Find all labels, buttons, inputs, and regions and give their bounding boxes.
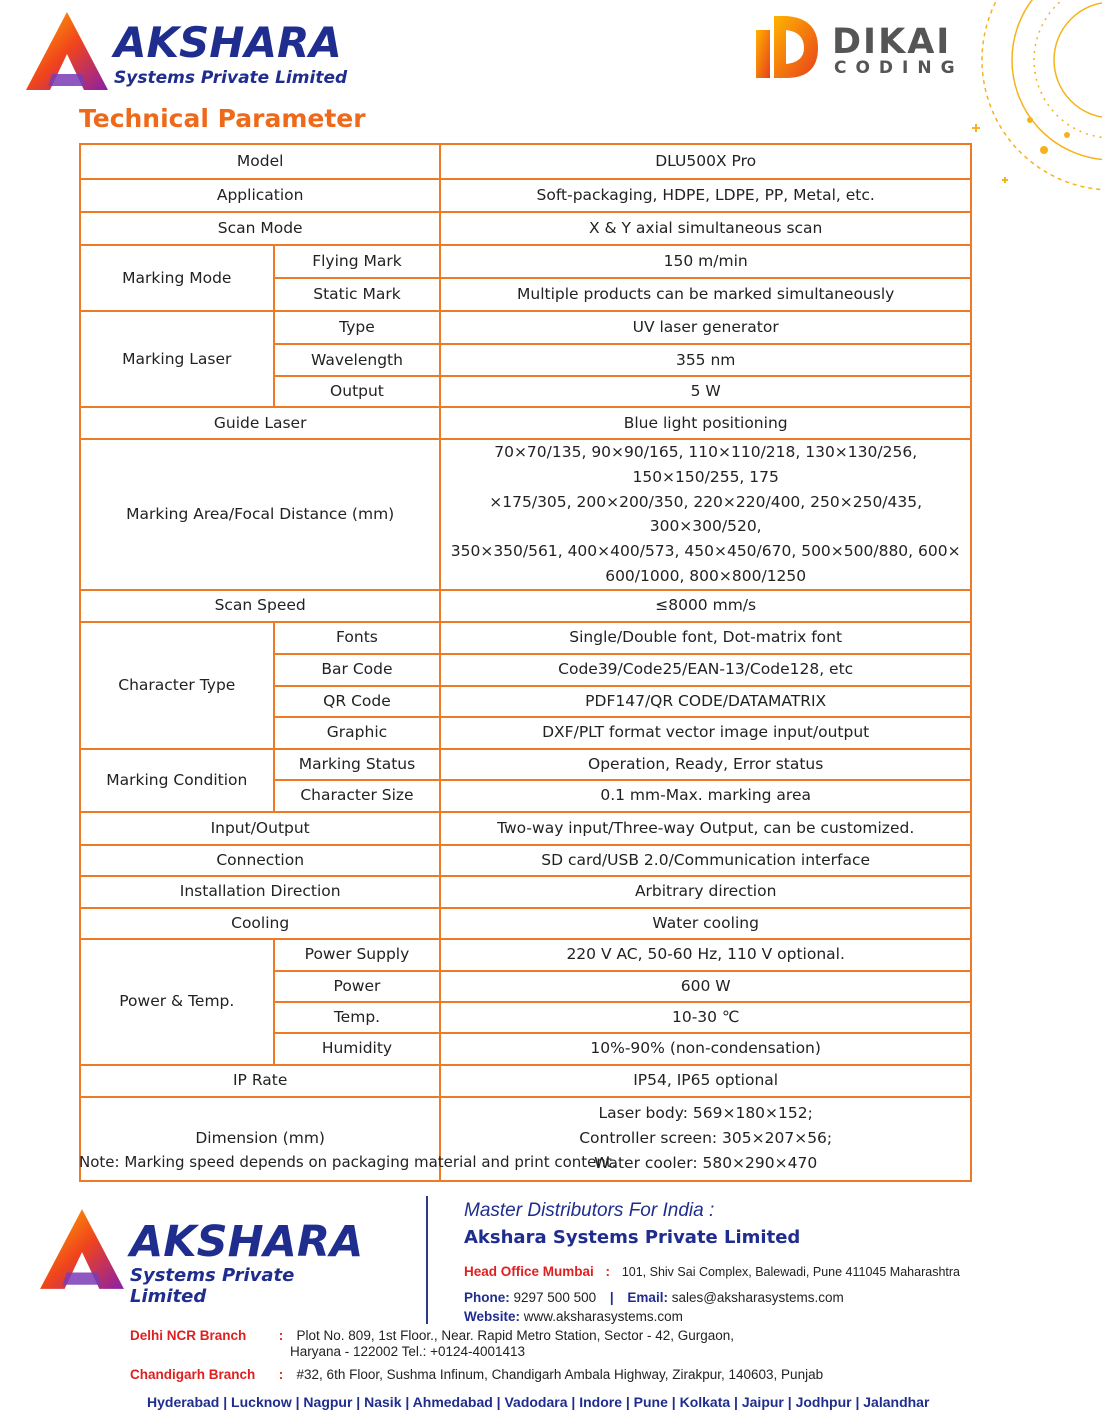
param-value: 600 W	[440, 971, 971, 1002]
footnote: Note: Marking speed depends on packaging material and print content.	[79, 1153, 617, 1171]
email-link[interactable]: sales@aksharasystems.com	[671, 1290, 844, 1305]
separator: :	[278, 1328, 284, 1343]
sub-label: Wavelength	[274, 344, 441, 376]
delhi-branch-label: Delhi NCR Branch	[130, 1328, 247, 1343]
area-line: 600/1000, 800×800/1250	[605, 566, 807, 585]
separator: |	[609, 1290, 614, 1305]
spec-table	[79, 143, 972, 1182]
dikai-mark-icon	[752, 12, 822, 80]
footer-divider	[426, 1196, 428, 1324]
delhi-branch-address: Plot No. 809, 1st Floor., Near. Rapid Metro Station, Sector - 42, Gurgaon,	[296, 1328, 735, 1343]
group-label: Character Type	[80, 622, 274, 749]
sub-label: Humidity	[274, 1033, 441, 1065]
brand-subtitle: Systems Private Limited	[130, 1265, 295, 1307]
akshara-footer-logo	[36, 1205, 366, 1307]
table-row	[80, 212, 971, 245]
separator: :	[605, 1264, 611, 1279]
partner-subtitle: CODING	[834, 58, 964, 78]
table-row	[80, 311, 971, 344]
website-row	[464, 1309, 683, 1324]
akshara-logo	[22, 8, 352, 96]
area-line: 350×350/561, 400×400/573, 450×450/670, 500×500/880, 600×	[450, 542, 961, 561]
table-row	[80, 749, 971, 780]
table-row	[80, 876, 971, 908]
sub-label: Marking Status	[274, 749, 441, 780]
table-row	[80, 812, 971, 845]
param-label: Connection	[80, 845, 440, 876]
group-label: Power & Temp.	[80, 939, 274, 1065]
table-row	[80, 407, 971, 439]
separator: :	[278, 1367, 284, 1382]
table-row	[80, 939, 971, 971]
param-value: 5 W	[440, 376, 971, 407]
website-label: Website:	[464, 1309, 521, 1324]
head-office-row	[464, 1264, 960, 1279]
param-value: PDF147/QR CODE/DATAMATRIX	[440, 686, 971, 717]
sub-label: Power Supply	[274, 939, 441, 971]
param-value: Multiple products can be marked simultaneously	[440, 278, 971, 311]
param-label: Application	[80, 179, 440, 212]
phone-value[interactable]: 9297 500 500	[513, 1290, 597, 1305]
distributor-title: Master Distributors For India :	[464, 1200, 715, 1221]
param-value: DLU500X Pro	[440, 144, 971, 179]
sub-label: Character Size	[274, 780, 441, 812]
website-link[interactable]: www.aksharasystems.com	[523, 1309, 683, 1324]
chandigarh-branch-row	[130, 1367, 823, 1382]
param-label: Dimension (mm)	[80, 1097, 440, 1181]
param-value: DXF/PLT format vector image input/output	[440, 717, 971, 749]
delhi-branch-row	[130, 1328, 734, 1343]
param-value: Arbitrary direction	[440, 876, 971, 908]
area-line: ×175/305, 200×200/350, 220×220/400, 250×250/435, 300×300/520,	[489, 492, 923, 536]
akshara-triangle-icon	[36, 1205, 128, 1293]
table-row	[80, 590, 971, 622]
section-title: Technical Parameter	[79, 104, 366, 133]
sub-label: Graphic	[274, 717, 441, 749]
brand-name: AKSHARA	[130, 1217, 364, 1267]
branch-cities: Hyderabad | Lucknow | Nagpur | Nasik | Ahmedabad | Vadodara | Indore | Pune | Kolkata | Jaipur | Jodhpur | Jalandhar	[147, 1394, 930, 1410]
param-value: Water cooling	[440, 908, 971, 939]
param-value: X & Y axial simultaneous scan	[440, 212, 971, 245]
param-value: Operation, Ready, Error status	[440, 749, 971, 780]
param-label: IP Rate	[80, 1065, 440, 1097]
group-label: Marking Mode	[80, 245, 274, 311]
param-label: Scan Mode	[80, 212, 440, 245]
table-row	[80, 1065, 971, 1097]
param-value: IP54, IP65 optional	[440, 1065, 971, 1097]
area-line: 70×70/135, 90×90/165, 110×110/218, 130×130/256, 150×150/255, 175	[494, 443, 918, 486]
chandigarh-branch-address: #32, 6th Floor, Sushma Infinum, Chandigarh Ambala Highway, Zirakpur, 140603, Punjab	[296, 1367, 824, 1382]
akshara-triangle-icon	[22, 8, 112, 94]
param-value: 220 V AC, 50-60 Hz, 110 V optional.	[440, 939, 971, 971]
table-row	[80, 622, 971, 654]
table-row	[80, 845, 971, 876]
table-row	[80, 144, 971, 179]
param-value: 0.1 mm-Max. marking area	[440, 780, 971, 812]
distributor-company: Akshara Systems Private Limited	[464, 1227, 801, 1248]
email-label: Email:	[627, 1290, 668, 1305]
table-row	[80, 439, 971, 590]
brand-name: AKSHARA	[114, 18, 342, 67]
param-value	[440, 439, 971, 590]
param-value: 10-30 ℃	[440, 1002, 971, 1033]
dimension-line: Laser body: 569×180×152;	[598, 1104, 813, 1123]
param-value: ≤8000 mm/s	[440, 590, 971, 622]
param-value: 355 nm	[440, 344, 971, 376]
brand-subtitle: Systems Private Limited	[114, 68, 348, 88]
param-label: Model	[80, 144, 440, 179]
head-office-address: 101, Shiv Sai Complex, Balewadi, Pune 411045 Maharashtra	[621, 1265, 960, 1279]
dimension-line: Controller screen: 305×207×56;	[579, 1129, 833, 1148]
param-label: Cooling	[80, 908, 440, 939]
partner-name: DIKAI	[832, 22, 952, 62]
table-row	[80, 908, 971, 939]
table-row	[80, 245, 971, 278]
head-office-label: Head Office Mumbai	[464, 1264, 594, 1279]
param-value: Two-way input/Three-way Output, can be customized.	[440, 812, 971, 845]
param-value: UV laser generator	[440, 311, 971, 344]
sub-label: Power	[274, 971, 441, 1002]
sub-label: Type	[274, 311, 441, 344]
param-label: Scan Speed	[80, 590, 440, 622]
chandigarh-branch-label: Chandigarh Branch	[130, 1367, 256, 1382]
sub-label: Output	[274, 376, 441, 407]
delhi-branch-address-2: Haryana - 122002 Tel.: +0124-4001413	[290, 1344, 526, 1359]
sub-label: Static Mark	[274, 278, 441, 311]
param-label: Installation Direction	[80, 876, 440, 908]
group-label: Marking Condition	[80, 749, 274, 812]
group-label: Marking Laser	[80, 311, 274, 407]
sub-label: Bar Code	[274, 654, 441, 686]
sub-label: Fonts	[274, 622, 441, 654]
param-value: Code39/Code25/EAN-13/Code128, etc	[440, 654, 971, 686]
sub-label: Flying Mark	[274, 245, 441, 278]
param-value: SD card/USB 2.0/Communication interface	[440, 845, 971, 876]
dimension-line: Water cooler: 580×290×470	[594, 1154, 818, 1173]
param-value: 150 m/min	[440, 245, 971, 278]
param-label: Input/Output	[80, 812, 440, 845]
table-row	[80, 179, 971, 212]
param-value: 10%-90% (non-condensation)	[440, 1033, 971, 1065]
sub-label: Temp.	[274, 1002, 441, 1033]
dikai-logo	[752, 12, 982, 82]
param-label: Guide Laser	[80, 407, 440, 439]
param-label: Marking Area/Focal Distance (mm)	[80, 439, 440, 590]
sub-label: QR Code	[274, 686, 441, 717]
phone-label: Phone:	[464, 1290, 510, 1305]
param-value: Soft-packaging, HDPE, LDPE, PP, Metal, etc.	[440, 179, 971, 212]
param-value: Single/Double font, Dot-matrix font	[440, 622, 971, 654]
contact-row	[464, 1290, 844, 1305]
circuit-decoration-icon	[972, 0, 1102, 200]
param-value: Blue light positioning	[440, 407, 971, 439]
